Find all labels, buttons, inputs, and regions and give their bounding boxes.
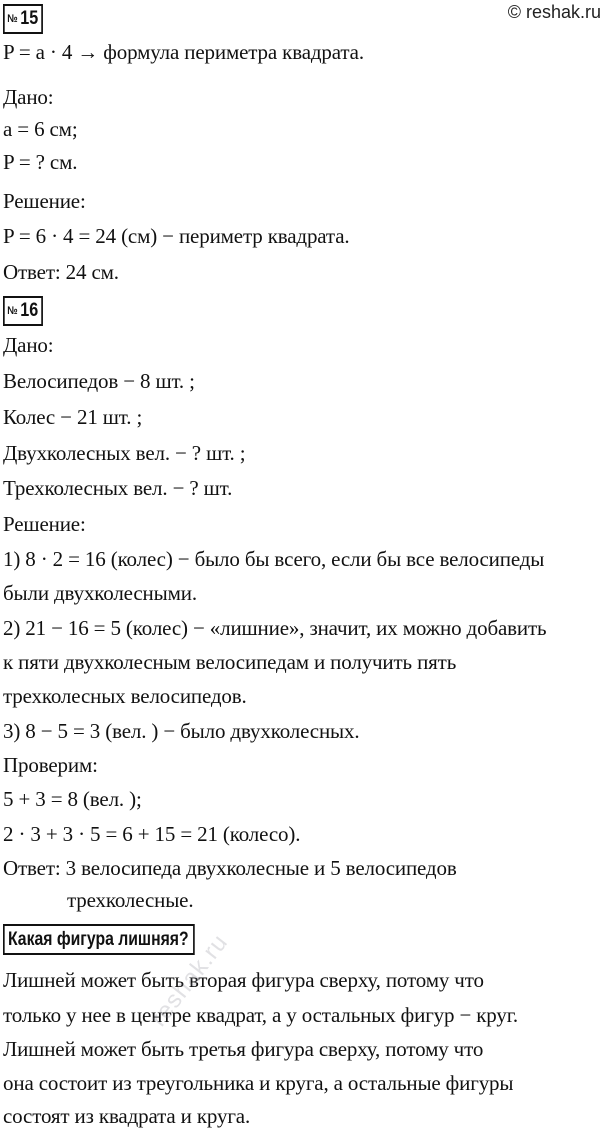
diagonal-watermark: reshak.ru [145,929,234,1032]
question-answer-line-3: Лишней может быть третья фигура сверху, потому что [3,1037,484,1061]
task-16-step-2-cont-2: трехколесных велосипедов. [3,684,247,708]
task-15-answer: Ответ: 24 см. [3,260,119,284]
task-16-given-bikes: Велосипедов − 8 шт. ; [3,369,195,393]
task-15-given-perimeter: P = ? см. [3,150,78,174]
task-16-step-2: 2) 21 − 16 = 5 (колес) − «лишние», значит, их можно добавить [3,616,547,640]
task-16-given-wheels: Колес − 21 шт. ; [3,405,143,429]
task-16-step-1-cont: были двухколесными. [3,581,197,605]
task-16-given-three-wheel: Трехколесных вел. − ? шт. [3,476,233,500]
task-15-formula: P = a · 4 → формула периметра квадрата. [3,40,364,64]
question-title-box [3,924,194,955]
task-16-solution-heading: Решение: [3,512,86,536]
question-title: Какая фигура лишняя? [7,929,189,950]
task-15-number: 15 [20,8,39,29]
task-16-check-2: 2 · 3 + 3 · 5 = 6 + 15 = 21 (колесо). [3,822,301,846]
question-answer-line-5: состоят из квадрата и круга. [3,1104,251,1128]
task-16-number: 16 [20,300,39,321]
task-16-step-3: 3) 8 − 5 = 3 (вел. ) − было двухколесных. [3,719,360,743]
task-15-solution-heading: Решение: [3,189,86,213]
task-16-step-1: 1) 8 · 2 = 16 (колес) − было бы всего, если бы все велосипеды [3,547,545,571]
task-15-solution-line: P = 6 · 4 = 24 (см) − периметр квадрата. [3,224,350,248]
task-16-answer: Ответ: 3 велосипеда двухколесные и 5 велосипедов [3,856,457,880]
task-16-badge [3,296,43,326]
task-16-answer-cont: трехколесные. [67,888,194,912]
task-15-given-side: a = 6 см; [3,117,78,141]
question-answer-line-1: Лишней может быть вторая фигура сверху, потому что [3,968,484,992]
task-16-step-2-cont-1: к пяти двухколесным велосипедам и получить пять [3,650,457,674]
task-16-given-heading: Дано: [3,333,54,357]
task-16-check-heading: Проверим: [3,753,98,777]
number-sign: № [7,305,18,317]
task-15-badge [3,4,43,34]
number-sign: № [7,13,18,25]
question-answer-line-4: она состоит из треугольника и круга, а остальные фигуры [3,1071,514,1095]
site-watermark: © reshak.ru [507,2,601,22]
task-16-given-two-wheel: Двухколесных вел. − ? шт. ; [3,441,246,465]
question-answer-line-2: только у нее в центре квадрат, а у остальных фигур − круг. [3,1003,518,1027]
task-15-given-heading: Дано: [3,85,54,109]
task-16-check-1: 5 + 3 = 8 (вел. ); [3,787,142,811]
